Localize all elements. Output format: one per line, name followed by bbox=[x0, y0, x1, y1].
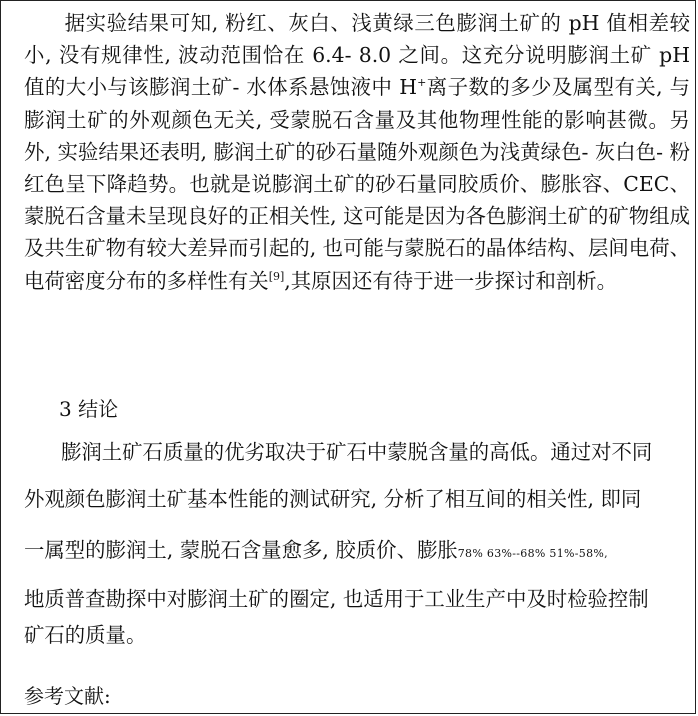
overlapping-small-text: 78% 63%--68% 51%-58%, bbox=[457, 547, 608, 560]
conclusion-line-2: 外观颜色膨润土矿基本性能的测试研究, 分析了相互间的相关性, 即同 bbox=[24, 487, 642, 511]
hydrogen-superscript: + bbox=[417, 76, 427, 90]
citation-superscript: [9] bbox=[268, 269, 285, 283]
references-title: 参考文献: bbox=[24, 684, 111, 708]
results-text-part-2: 离子数的多少及属型有关, 与膨润土矿的外观颜色无关, 受蒙脱石含量及其他物理性能的影响甚微。另外, 实验结果还表明, 膨润土矿的砂石量随外观颜色为浅黄绿色- 灰白色- 粉红色呈下降趋势。也就是说膨润土矿的砂石量同胶质价、膨胀容、CEC、蒙脱石含量未呈现良好的正相关性, 这可能是因为各色膨润土矿的矿物组成及共生矿物有较大差异而引起的, 也可能与蒙脱石的晶体结构、层间电荷、电荷密度分布的多样性有关 bbox=[24, 75, 690, 293]
results-paragraph bbox=[24, 7, 690, 297]
conclusion-line-1: 膨润土矿石质量的优劣取决于矿石中蒙脱含量的高低。通过对不同 bbox=[61, 440, 653, 464]
conclusion-line-5: 矿石的质量。 bbox=[24, 623, 147, 647]
conclusion-line-3-text: 一属型的膨润土, 蒙脱石含量愈多, 胶质价、膨胀 bbox=[24, 538, 458, 562]
results-text-part-3: ,其原因还有待于进一步探讨和剖析。 bbox=[284, 268, 618, 293]
results-text-part-1: 据实验结果可知, 粉红、灰白、浅黄绿三色膨润土矿的 pH 值相差较小, 没有规律性, 波动范围恰在 6.4- 8.0 之间。这充分说明膨润土矿 pH 值的大小与该膨润土矿- 水体系悬蚀液中 H bbox=[24, 11, 690, 100]
conclusion-line-3 bbox=[24, 534, 690, 570]
section-heading: 3 结论 bbox=[59, 397, 119, 421]
conclusion-line-4: 地质普查勘探中对膨润土矿的圈定, 也适用于工业生产中及时检验控制 bbox=[24, 587, 649, 611]
